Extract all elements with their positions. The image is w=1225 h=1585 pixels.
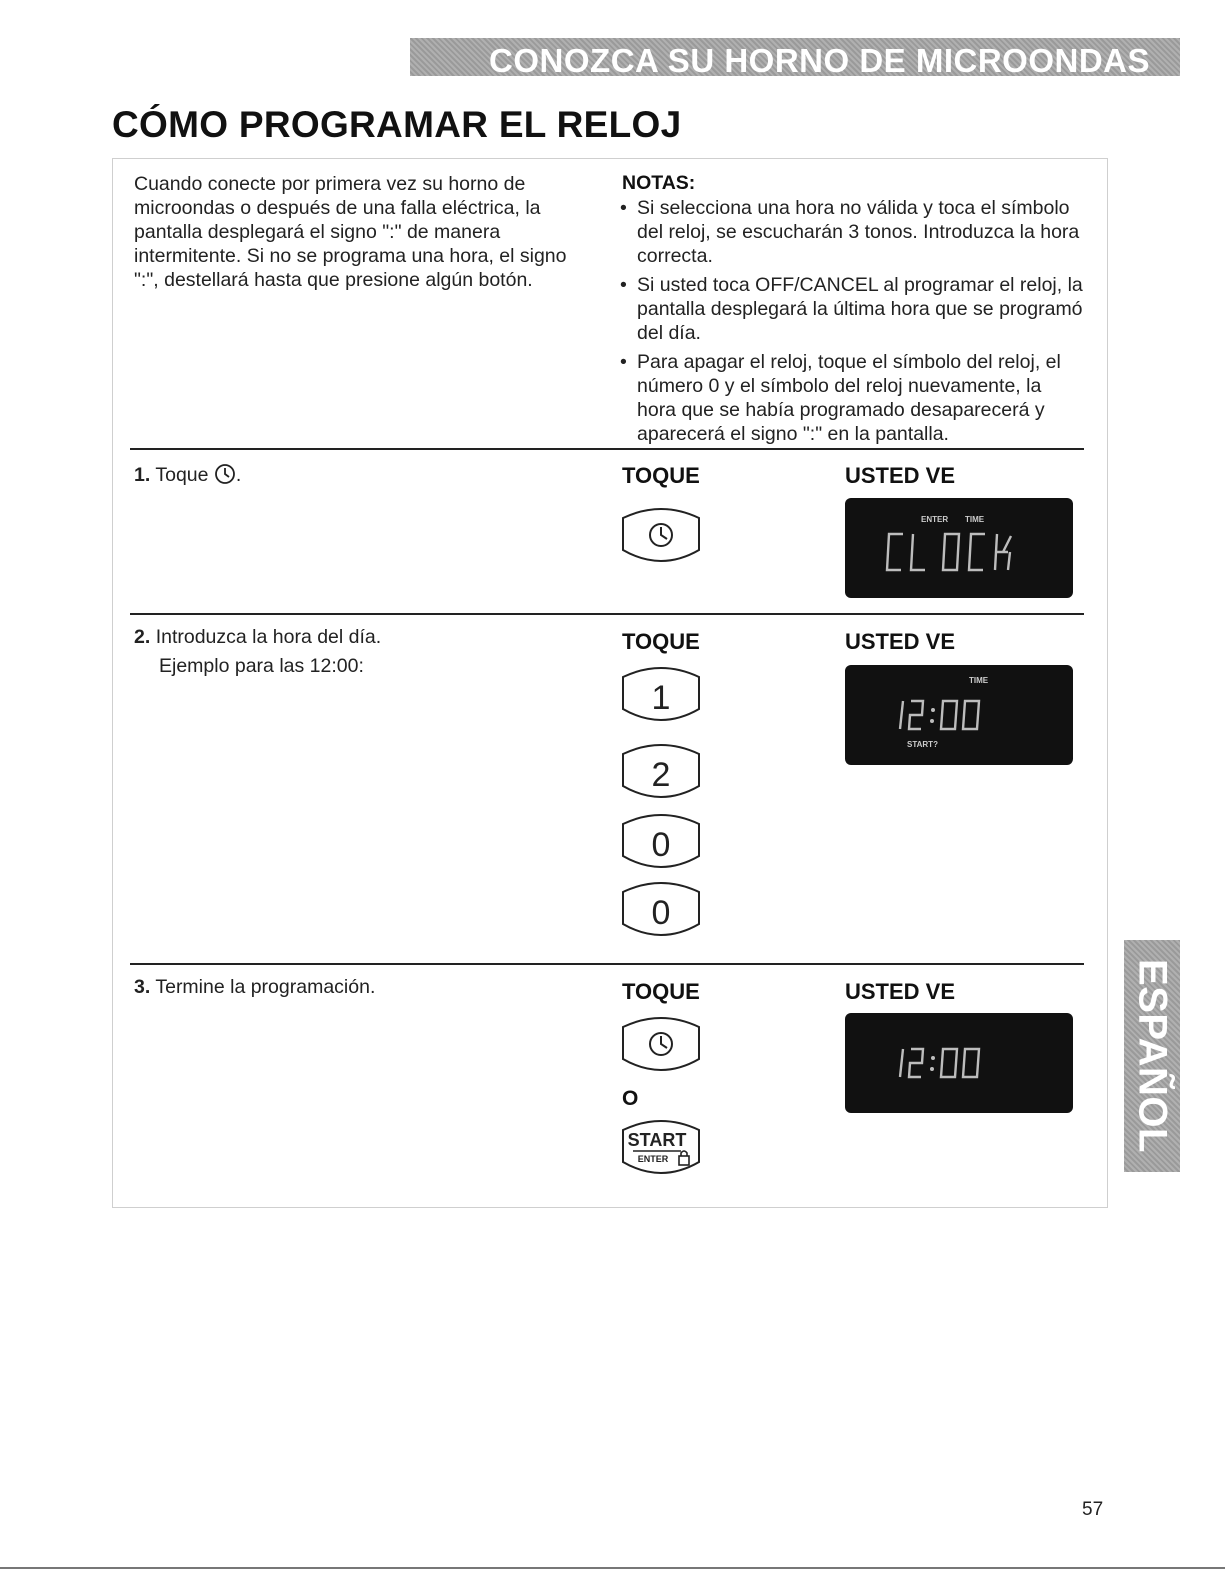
clock-key[interactable] (617, 506, 705, 568)
column-touch-heading: TOQUE (622, 463, 700, 488)
key-label: START (627, 1130, 687, 1150)
step-1-text: 1. Toque . (134, 464, 242, 486)
display-segment (941, 701, 957, 729)
display-segment (911, 534, 925, 570)
key-label: 2 (651, 756, 671, 794)
digit-key-0[interactable] (617, 880, 705, 942)
display-segment (887, 534, 903, 570)
display-indicator: ENTER (921, 515, 949, 524)
display-segment (969, 534, 985, 570)
page-number: 57 (1082, 1499, 1104, 1520)
step-divider (130, 448, 1084, 450)
display-indicator: TIME (969, 676, 989, 685)
intro-text: Cuando conecte por primera vez su horno de microondas o después de una falla eléctrica, la pantalla desplegará el signo ":" de manera intermitente. Si no se programa una hora, el signo ":", destellará hasta que presione algún botón. (134, 173, 567, 291)
step-2-text: 2. Introduzca la hora del día. (134, 626, 382, 648)
language-side-tab-text: ESPAÑOL (1130, 959, 1175, 1153)
digit-key-0[interactable] (617, 812, 705, 874)
notes-list (620, 196, 1085, 451)
step-divider (130, 963, 1084, 965)
display-segment (943, 534, 959, 570)
display-segment (900, 1049, 903, 1077)
step-2-example: Ejemplo para las 12:00: (159, 655, 364, 677)
display-segment (900, 701, 903, 729)
step-3-text: 3. Termine la programación. (134, 976, 376, 998)
clock-icon (214, 463, 236, 485)
display-indicator: START? (907, 740, 938, 749)
column-see-heading: USTED VE (845, 979, 956, 1004)
column-see-heading: USTED VE (845, 463, 956, 488)
digit-key-1[interactable] (617, 665, 705, 727)
display-step-3 (845, 1013, 1073, 1113)
display-indicator: TIME (965, 515, 985, 524)
section-banner (410, 38, 1180, 76)
display-colon (931, 708, 935, 712)
section-banner-text: CONOZCA SU HORNO DE MICROONDAS (489, 42, 1150, 76)
key-label: ENTER (637, 1154, 669, 1164)
display-segment (963, 1049, 979, 1077)
display-colon (931, 1056, 935, 1060)
display-colon (930, 719, 934, 723)
display-segment (909, 1049, 923, 1077)
note-item: • Si selecciona una hora no válida y toca el símbolo del reloj, se escucharán 3 tonos. Introduzca la hora correcta. (620, 197, 1080, 267)
display-colon (930, 1067, 934, 1071)
step-divider (130, 613, 1084, 615)
display-segment (995, 534, 1011, 570)
key-label: 0 (651, 894, 671, 932)
key-label: 1 (651, 679, 671, 717)
bottom-rule (0, 1567, 1225, 1569)
column-touch-heading: TOQUE (622, 979, 700, 1004)
clock-key[interactable] (617, 1015, 705, 1077)
notes-title: NOTAS: (622, 172, 696, 194)
key-label: 0 (651, 826, 671, 864)
column-touch-heading: TOQUE (622, 629, 700, 654)
or-text: O (622, 1087, 639, 1110)
digit-key-2[interactable] (617, 742, 705, 804)
display-segment (909, 701, 923, 729)
note-item: • Para apagar el reloj, toque el símbolo del reloj, el número 0 y el símbolo del reloj nuevamente, la hora que se había programado desaparecerá y aparecerá el signo ":" en la pantalla. (620, 351, 1061, 445)
column-see-heading: USTED VE (845, 629, 956, 654)
note-item: • Si usted toca OFF/CANCEL al programar el reloj, la pantalla desplegará la última hora que se programó del día. (620, 274, 1083, 344)
display-step-1 (845, 498, 1073, 598)
display-segment (963, 701, 979, 729)
display-step-2 (845, 665, 1073, 765)
language-side-tab (1124, 940, 1180, 1172)
display-segment (941, 1049, 957, 1077)
start-enter-key[interactable] (617, 1118, 705, 1180)
page-title: CÓMO PROGRAMAR EL RELOJ (112, 104, 682, 145)
